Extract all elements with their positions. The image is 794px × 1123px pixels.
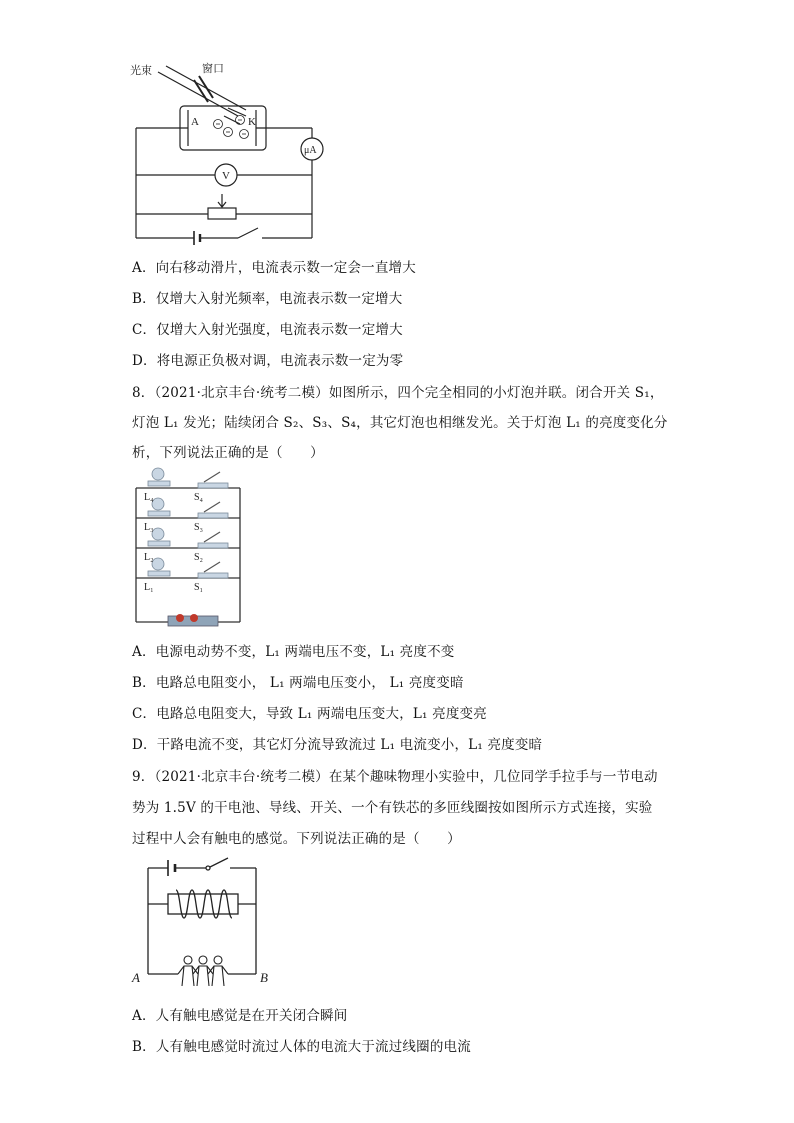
bulb-label-l2: L₂ <box>144 552 154 563</box>
q8-option-d: D．干路电流不变，其它灯分流导致流过 L₁ 电流变小，L₁ 亮度变暗 <box>132 737 543 753</box>
q7-option-b: B．仅增大入射光频率，电流表示数一定增大 <box>132 291 403 307</box>
switch-label-s1: S₁ <box>194 582 204 593</box>
photoelectric-circuit-figure <box>128 58 328 248</box>
q8-stem-line1: 8．（2021·北京丰台·统考二模）如图所示，四个完全相同的小灯泡并联。闭合开关 S₁， <box>132 385 664 401</box>
anode-label: A <box>191 116 199 128</box>
terminal-b-label: B <box>260 970 268 985</box>
q9-stem-line1: 9．（2021·北京丰台·统考二模）在某个趣味物理小实验中，几位同学手拉手与一节电动 <box>132 769 658 785</box>
bulb-label-l1: L₁ <box>144 582 154 593</box>
bulb-label-l4: L₄ <box>144 492 154 503</box>
q7-option-c: C．仅增大入射光强度，电流表示数一定增大 <box>132 322 403 338</box>
bulb-label-l3: L₃ <box>144 522 154 533</box>
cathode-label: K <box>248 116 256 128</box>
q7-option-d: D．将电源正负极对调，电流表示数一定为零 <box>132 353 404 369</box>
q7-option-a: A．向右移动滑片，电流表示数一定会一直增大 <box>132 260 416 276</box>
switch-label-s2: S₂ <box>194 552 204 563</box>
q9-option-a: A．人有触电感觉是在开关闭合瞬间 <box>132 1008 348 1024</box>
q8-option-c: C．电路总电阻变大，导致 L₁ 两端电压变大，L₁ 亮度变亮 <box>132 706 487 722</box>
q9-stem-line3: 过程中人会有触电的感觉。下列说法正确的是（ ） <box>132 831 461 847</box>
q9-stem-line2: 势为 1.5V 的干电池、导线、开关、一个有铁芯的多匝线圈按如图所示方式连接，实验 <box>132 800 653 816</box>
voltmeter-label: V <box>222 170 230 182</box>
ammeter-label: μA <box>304 145 317 156</box>
beam-label: 光束 <box>130 65 152 77</box>
switch-label-s3: S₃ <box>194 522 204 533</box>
q8-stem-line2: 灯泡 L₁ 发光；陆续闭合 S₂、S₃、S₄，其它灯泡也相继发光。关于灯泡 L₁ 的亮度变化分 <box>132 415 668 431</box>
q8-option-b: B．电路总电阻变小， L₁ 两端电压变小， L₁ 亮度变暗 <box>132 675 464 691</box>
window-label: 窗口 <box>202 63 224 75</box>
coil-circuit-figure <box>128 854 278 994</box>
terminal-a-label: A <box>132 970 140 985</box>
q8-option-a: A．电源电动势不变，L₁ 两端电压不变，L₁ 亮度不变 <box>132 644 455 660</box>
switch-label-s4: S₄ <box>194 492 204 503</box>
parallel-bulbs-figure <box>128 466 278 634</box>
q9-option-b: B．人有触电感觉时流过人体的电流大于流过线圈的电流 <box>132 1039 471 1055</box>
q8-stem-line3: 析，下列说法正确的是（ ） <box>132 445 324 461</box>
